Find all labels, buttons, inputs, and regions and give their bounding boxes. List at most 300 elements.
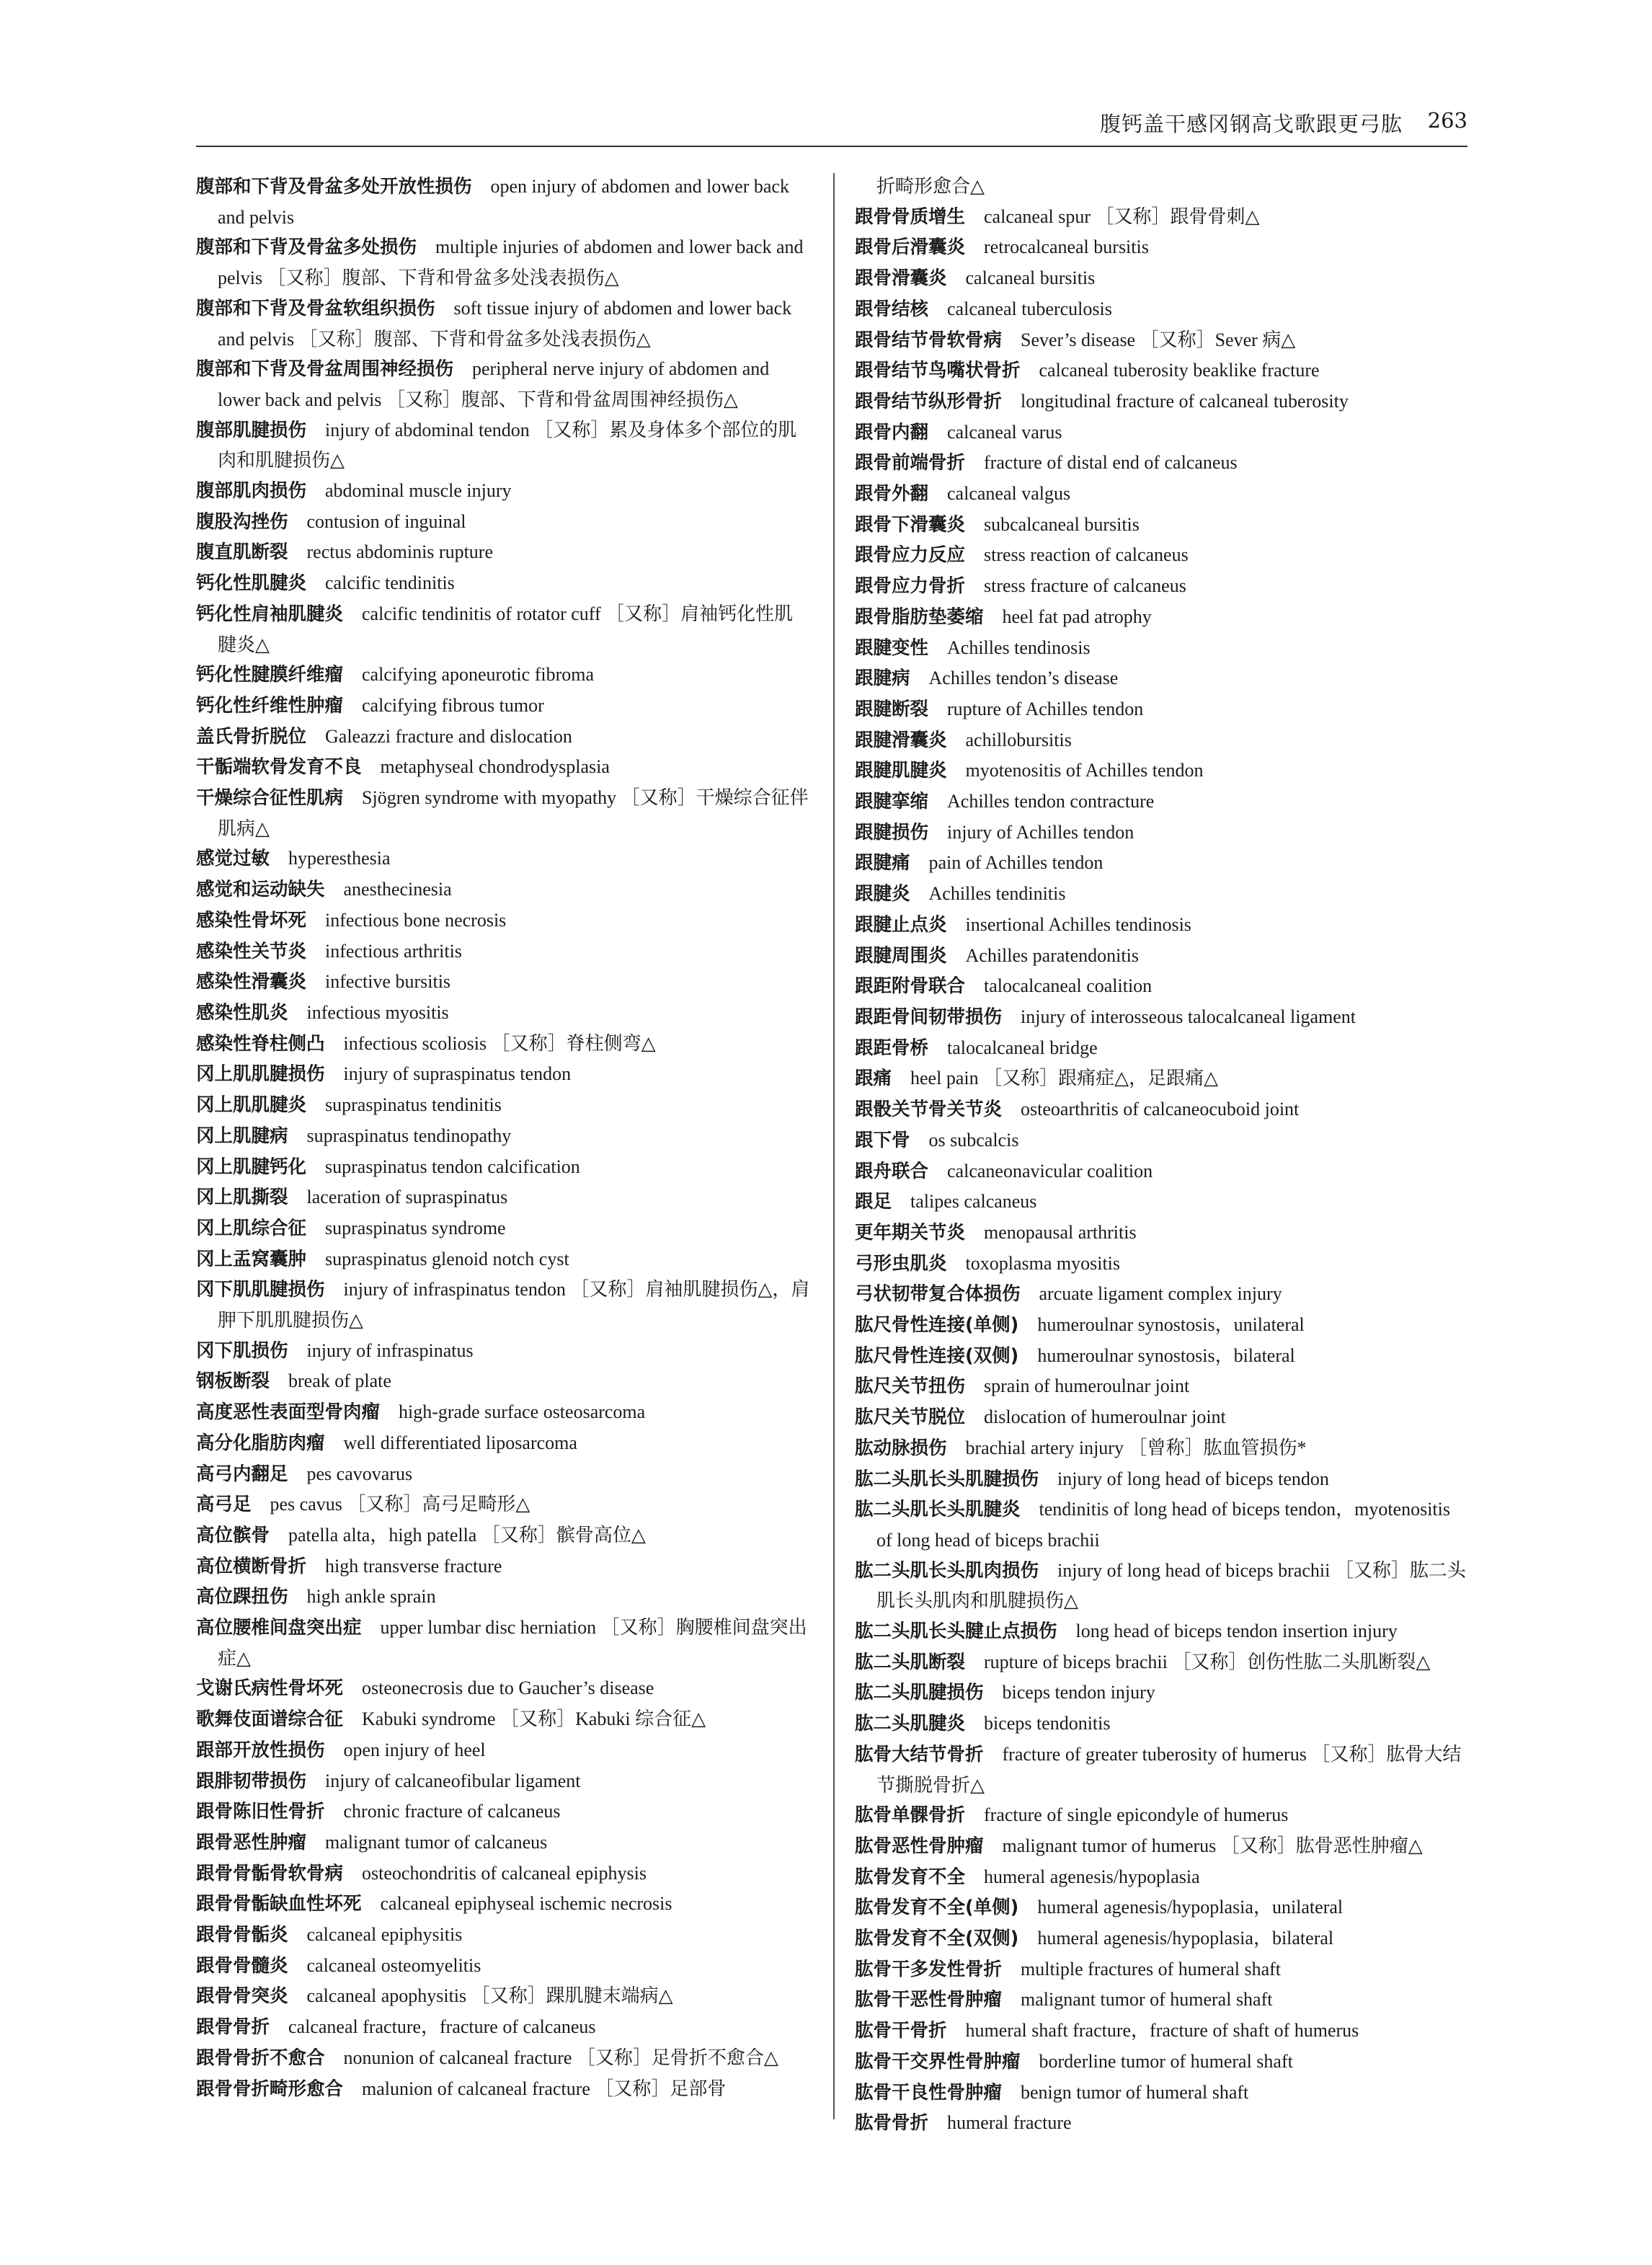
term-english: heel pain ［又称］跟痛症△，足跟痛△ (910, 1068, 1219, 1089)
term-english: brachial artery injury ［曾称］肱血管损伤* (965, 1437, 1307, 1458)
term-chinese: 腹部肌腱损伤 (196, 419, 307, 441)
term-english: supraspinatus glenoid notch cyst (325, 1248, 569, 1269)
term-english: achillobursitis (965, 729, 1072, 750)
term-english: Sever’s disease ［又称］Sever 病△ (1021, 329, 1296, 350)
term-chinese: 肱骨大结节骨折 (855, 1743, 984, 1765)
term-chinese: 弓形虫肌炎 (855, 1252, 947, 1275)
term-english: metaphyseal chondrodysplasia (380, 756, 610, 778)
term-english: myotenositis of Achilles tendon (965, 760, 1204, 781)
glossary-entry (196, 568, 810, 599)
glossary-entry (196, 537, 810, 568)
term-english: malignant tumor of humerus ［又称］肱骨恶性肿瘤△ (1002, 1835, 1423, 1856)
glossary-entry (855, 1862, 1467, 1893)
term-english: longitudinal fracture of calcaneal tuberosity (1021, 390, 1349, 412)
term-english: calcific tendinitis of rotator cuff ［又称］肩袖钙化性肌腱炎△ (218, 603, 794, 655)
term-english: calcaneal epiphyseal ischemic necrosis (380, 1893, 672, 1915)
glossary-entry (855, 1156, 1467, 1187)
term-chinese: 跟腱变性 (855, 637, 929, 659)
glossary-entry (855, 1341, 1467, 1372)
term-chinese: 肱尺关节扭伤 (855, 1375, 966, 1398)
term-chinese: 肱二头肌长头腱止点损伤 (855, 1621, 1057, 1643)
glossary-entry (196, 998, 810, 1029)
term-english: toxoplasma myositis (965, 1252, 1121, 1274)
glossary-entry (196, 293, 810, 354)
term-english: supraspinatus tendon calcification (325, 1156, 580, 1177)
glossary-entry (855, 294, 1467, 325)
term-chinese: 肱骨干骨折 (855, 2020, 947, 2042)
term-chinese: 跟骨骨骺炎 (196, 1924, 288, 1946)
glossary-entry (855, 232, 1467, 263)
glossary-entry (196, 1613, 810, 1673)
term-chinese: 肱二头肌腱炎 (855, 1713, 966, 1735)
glossary-entry (855, 1094, 1467, 1125)
term-chinese: 跟骨骨骺骨软骨病 (196, 1862, 344, 1884)
term-chinese: 肱尺骨性连接(双侧) (855, 1344, 1019, 1367)
term-english: injury of Achilles tendon (947, 821, 1134, 843)
term-english: Achilles tendinitis (928, 883, 1066, 905)
term-english: injury of infraspinatus (306, 1339, 474, 1361)
term-chinese: 跟部开放性损伤 (196, 1739, 325, 1761)
term-chinese: 高度恶性表面型骨肉瘤 (196, 1401, 381, 1424)
glossary-entry (196, 1551, 810, 1582)
left-column (196, 172, 810, 2104)
glossary-entry (855, 694, 1467, 725)
right-column (855, 172, 1467, 2139)
term-chinese: 高分化脂肪肉瘤 (196, 1432, 325, 1454)
glossary-entry (855, 263, 1467, 294)
term-english: supraspinatus syndrome (325, 1217, 506, 1238)
term-chinese: 肱骨干交界性骨肿瘤 (855, 2050, 1021, 2073)
term-chinese: 弓状韧带复合体损伤 (855, 1283, 1021, 1306)
term-chinese: 钙化性纤维性肿瘤 (196, 694, 344, 717)
term-english: injury of supraspinatus tendon (343, 1063, 572, 1085)
term-english: infectious bone necrosis (325, 909, 507, 931)
glossary-entry (196, 1951, 810, 1982)
term-chinese: 干骺端软骨发育不良 (196, 756, 362, 779)
term-english: malunion of calcaneal fracture ［又称］足部骨 (362, 2078, 727, 2099)
glossary-entry (855, 1616, 1467, 1647)
glossary-entry (196, 1090, 810, 1121)
term-chinese: 跟骨应力骨折 (855, 575, 966, 598)
term-english: anesthecinesia (343, 879, 452, 900)
term-chinese: 跟骨结节纵形骨折 (855, 390, 1003, 412)
glossary-entry (196, 1920, 810, 1951)
glossary-entry (855, 2047, 1467, 2078)
glossary-entry (855, 479, 1467, 510)
term-english: humeroulnar synostosis，bilateral (1037, 1344, 1295, 1366)
term-chinese: 腹部和下背及骨盆软组织损伤 (196, 297, 435, 319)
glossary-entry (196, 1796, 810, 1827)
term-chinese: 肱骨骨折 (855, 2112, 929, 2135)
term-english: heel fat pad atrophy (1002, 606, 1152, 627)
glossary-entry (196, 936, 810, 967)
term-english: osteonecrosis due to Gaucher’s disease (362, 1677, 654, 1699)
glossary-entry (855, 417, 1467, 448)
term-english: well differentiated liposarcoma (343, 1432, 577, 1453)
glossary-entry (855, 2108, 1467, 2139)
glossary-entry (855, 1033, 1467, 1064)
term-chinese: 跟下骨 (855, 1129, 910, 1151)
term-chinese: 跟骨骨髓炎 (196, 1954, 288, 1977)
term-english: break of plate (288, 1370, 391, 1392)
term-english: contusion of inguinal (306, 510, 466, 532)
column-divider (833, 173, 835, 2119)
term-english: Achilles paratendonitis (965, 944, 1139, 966)
term-english: osteoarthritis of calcaneocuboid joint (1021, 1099, 1300, 1120)
glossary-entry (855, 755, 1467, 786)
term-chinese: 高位髌骨 (196, 1524, 270, 1546)
term-chinese: 肱动脉损伤 (855, 1437, 947, 1459)
term-chinese: 肱骨发育不全(单侧) (855, 1897, 1019, 1919)
glossary-entry (196, 1244, 810, 1275)
glossary-entry (196, 2012, 810, 2043)
term-chinese: 腹部和下背及骨盆多处损伤 (196, 236, 417, 259)
term-english: open injury of heel (343, 1739, 486, 1760)
term-chinese: 肱骨干良性骨肿瘤 (855, 2081, 1003, 2104)
term-english: calcaneal fracture，fracture of calcaneus (288, 2016, 596, 2038)
term-chinese: 跟腱损伤 (855, 821, 929, 843)
glossary-entry (196, 1182, 810, 1213)
glossary-entry (196, 1459, 810, 1490)
term-english: rupture of Achilles tendon (947, 698, 1144, 719)
glossary-entry (196, 1827, 810, 1858)
term-chinese: 腹直肌断裂 (196, 541, 288, 564)
term-english: talipes calcaneus (910, 1191, 1037, 1213)
term-chinese: 高弓足 (196, 1494, 252, 1516)
term-chinese: 跟骨骨质增生 (855, 205, 966, 228)
term-english: Achilles tendon contracture (947, 791, 1155, 812)
term-chinese: 高位横断骨折 (196, 1555, 307, 1577)
glossary-entry (196, 172, 810, 232)
term-chinese: 肱骨干多发性骨折 (855, 1958, 1003, 1980)
term-english: injury of infraspinatus tendon ［又称］肩袖肌腱损伤△，肩胛下肌肌腱损伤△ (218, 1279, 810, 1331)
glossary-entry (196, 1029, 810, 1060)
glossary-entry (196, 691, 810, 722)
term-chinese: 歌舞伎面谱综合征 (196, 1708, 344, 1731)
glossary-entry (855, 1002, 1467, 1033)
term-chinese: 跟腱肌腱炎 (855, 760, 947, 782)
term-chinese: 跟骨结核 (855, 298, 929, 320)
glossary-entry (855, 1708, 1467, 1739)
glossary-entry (855, 540, 1467, 571)
glossary-entry (855, 448, 1467, 479)
term-chinese: 跟骨陈旧性骨折 (196, 1801, 325, 1823)
term-english: abdominal muscle injury (325, 480, 512, 502)
term-english: humeral agenesis/hypoplasia，bilateral (1037, 1928, 1334, 1949)
glossary-entry (196, 1981, 810, 2012)
term-english: fracture of single epicondyle of humerus (984, 1804, 1289, 1826)
glossary-entry (855, 1739, 1467, 1800)
glossary-entry (855, 1647, 1467, 1678)
term-english: talocalcaneal bridge (947, 1037, 1098, 1058)
glossary-entry (196, 722, 810, 753)
term-english: stress reaction of calcaneus (984, 544, 1189, 566)
term-chinese: 肱二头肌长头肌腱损伤 (855, 1468, 1039, 1490)
term-chinese: 冈下肌损伤 (196, 1339, 288, 1362)
term-english: malignant tumor of humeral shaft (1021, 1989, 1273, 2011)
glossary-entry (196, 476, 810, 507)
glossary-entry (855, 1310, 1467, 1341)
glossary-entry (855, 1063, 1467, 1094)
glossary-entry (855, 1125, 1467, 1156)
term-chinese: 跟骨前端骨折 (855, 452, 966, 474)
term-english: menopausal arthritis (984, 1221, 1137, 1243)
term-english: open injury of abdomen and lower back and pelvis (218, 176, 789, 228)
glossary-entry (855, 571, 1467, 602)
term-english: calcaneal apophysitis ［又称］踝肌腱末端病△ (306, 1985, 673, 2007)
glossary-entry (196, 2043, 810, 2074)
term-chinese: 肱骨单髁骨折 (855, 1804, 966, 1827)
term-chinese: 感觉过敏 (196, 848, 270, 870)
term-chinese: 跟腱断裂 (855, 698, 929, 720)
glossary-entry (196, 232, 810, 293)
term-chinese: 跟骨结节鸟嘴状骨折 (855, 360, 1021, 382)
glossary-entry (196, 1704, 810, 1735)
glossary-entry (196, 415, 810, 476)
term-english: pain of Achilles tendon (928, 852, 1103, 874)
term-chinese: 戈谢氏病性骨坏死 (196, 1677, 344, 1700)
term-chinese: 跟痛 (855, 1068, 892, 1090)
term-chinese: 跟骰关节骨关节炎 (855, 1099, 1003, 1121)
glossary-entry (855, 172, 1467, 202)
term-chinese: 跟舟联合 (855, 1160, 929, 1182)
glossary-entry (196, 2074, 810, 2105)
term-english: injury of interosseous talocalcaneal ligament (1021, 1006, 1356, 1027)
glossary-entry (855, 325, 1467, 356)
term-english: malignant tumor of calcaneus (325, 1831, 548, 1853)
glossary-entry (855, 2078, 1467, 2109)
term-english: humeroulnar synostosis，unilateral (1037, 1314, 1305, 1336)
glossary-entry (196, 752, 810, 783)
glossary-entry (196, 1336, 810, 1367)
term-english: multiple fractures of humeral shaft (1021, 1958, 1281, 1980)
term-english: subcalcaneal bursitis (984, 513, 1140, 535)
glossary-entry (196, 507, 810, 538)
term-chinese: 盖氏骨折脱位 (196, 725, 307, 748)
glossary-entry (855, 725, 1467, 756)
term-chinese: 肱二头肌腱损伤 (855, 1682, 984, 1704)
glossary-entry (855, 1249, 1467, 1280)
term-chinese: 感染性脊柱侧凸 (196, 1032, 325, 1055)
glossary-entry (855, 510, 1467, 541)
term-chinese: 跟腱周围炎 (855, 944, 947, 967)
term-english: fracture of distal end of calcaneus (984, 452, 1238, 474)
term-english: borderline tumor of humeral shaft (1039, 2050, 1293, 2072)
glossary-entry (196, 1059, 810, 1090)
term-english: calcaneal bursitis (965, 267, 1096, 289)
term-chinese: 跟骨骨折 (196, 2016, 270, 2039)
glossary-entry (196, 1520, 810, 1551)
term-english: dislocation of humeroulnar joint (984, 1406, 1226, 1428)
glossary-entry (855, 1371, 1467, 1402)
glossary-entry (196, 874, 810, 905)
term-chinese: 跟骨下滑囊炎 (855, 513, 966, 536)
glossary-entry (855, 1218, 1467, 1249)
glossary-entry (196, 1121, 810, 1152)
term-chinese: 冈上肌腱病 (196, 1125, 288, 1147)
term-chinese: 感染性骨坏死 (196, 909, 307, 931)
term-chinese: 跟骨滑囊炎 (855, 267, 947, 290)
term-english: multiple injuries of abdomen and lower back and pelvis ［又称］腹部、下背和骨盆多处浅表损伤△ (218, 236, 804, 289)
glossary-entry (196, 1428, 810, 1459)
term-chinese: 钙化性肌腱炎 (196, 572, 307, 595)
term-chinese: 跟骨外翻 (855, 483, 929, 505)
glossary-entry (196, 905, 810, 936)
term-english: humeral agenesis/hypoplasia (984, 1866, 1200, 1887)
term-chinese: 高位腰椎间盘突出症 (196, 1617, 362, 1639)
glossary-entry (855, 786, 1467, 817)
glossary-entry (196, 1366, 810, 1397)
term-english: 折畸形愈合△ (876, 176, 985, 197)
term-english: hyperesthesia (288, 848, 391, 869)
term-english: sprain of humeroulnar joint (984, 1375, 1190, 1397)
term-english: biceps tendonitis (984, 1713, 1111, 1734)
term-english: calcaneal spur ［又称］跟骨骨刺△ (984, 205, 1260, 227)
term-english: calcaneal osteomyelitis (306, 1954, 481, 1976)
term-chinese: 感觉和运动缺失 (196, 879, 325, 901)
glossary-entry (855, 633, 1467, 664)
glossary-entry (196, 354, 810, 415)
term-english: tendinitis of long head of biceps tendon，myotenositis of long head of biceps brachii (876, 1499, 1450, 1551)
glossary-entry (196, 1582, 810, 1613)
term-english: peripheral nerve injury of abdomen and lower back and pelvis ［又称］腹部、下背和骨盆周围神经损伤△ (218, 358, 770, 410)
glossary-entry (855, 1433, 1467, 1464)
glossary-entry (855, 1402, 1467, 1433)
term-english: Galeazzi fracture and dislocation (325, 725, 572, 747)
glossary-entry (855, 2016, 1467, 2047)
term-chinese: 跟骨应力反应 (855, 544, 966, 567)
term-chinese: 跟腱挛缩 (855, 791, 929, 813)
page-number: 263 (1427, 108, 1467, 133)
term-chinese: 钢板断裂 (196, 1370, 270, 1393)
glossary-entry (196, 1213, 810, 1244)
running-header (196, 108, 1467, 149)
term-chinese: 跟距骨间韧带损伤 (855, 1006, 1003, 1028)
term-english: injury of long head of biceps tendon (1057, 1468, 1329, 1489)
glossary-entry (196, 1858, 810, 1889)
term-chinese: 跟距附骨联合 (855, 975, 966, 998)
term-chinese: 肱骨恶性骨肿瘤 (855, 1835, 984, 1857)
term-chinese: 跟骨脂肪垫萎缩 (855, 606, 984, 628)
glossary-entry (855, 817, 1467, 848)
term-english: Sjögren syndrome with myopathy ［又称］干燥综合征伴肌病△ (218, 787, 809, 839)
term-chinese: 冈上肌腱钙化 (196, 1156, 307, 1178)
term-chinese: 肱二头肌长头肌腱炎 (855, 1499, 1021, 1521)
term-english: calcific tendinitis (325, 572, 455, 594)
term-english: calcaneal epiphysitis (306, 1924, 463, 1946)
term-chinese: 冈上肌综合征 (196, 1217, 307, 1239)
term-chinese: 跟骨骨突炎 (196, 1985, 288, 2008)
term-chinese: 冈上肌肌腱损伤 (196, 1063, 325, 1086)
term-chinese: 腹部肌肉损伤 (196, 480, 307, 502)
term-chinese: 跟腱痛 (855, 852, 910, 874)
term-chinese: 冈上盂窝囊肿 (196, 1248, 307, 1270)
term-chinese: 肱骨干恶性骨肿瘤 (855, 1989, 1003, 2011)
term-english: rupture of biceps brachii ［又称］创伤性肱二头肌断裂△ (984, 1651, 1431, 1672)
term-english: nonunion of calcaneal fracture ［又称］足骨折不愈合△ (343, 2047, 778, 2068)
glossary-entry (855, 879, 1467, 910)
term-chinese: 跟腱止点炎 (855, 913, 947, 936)
term-chinese: 跟距骨桥 (855, 1037, 929, 1059)
term-chinese: 肱二头肌长头肌肉损伤 (855, 1559, 1039, 1582)
glossary-entry (855, 355, 1467, 386)
term-english: Achilles tendon’s disease (928, 668, 1119, 689)
term-english: calcifying aponeurotic fibroma (362, 664, 594, 686)
glossary-entry (196, 783, 810, 843)
term-english: chronic fracture of calcaneus (343, 1801, 561, 1822)
glossary-entry (196, 967, 810, 998)
term-chinese: 冈上肌肌腱炎 (196, 1094, 307, 1117)
glossary-entry (196, 1397, 810, 1428)
term-english: fracture of greater tuberosity of humerus ［又称］肱骨大结节撕脱骨折△ (876, 1743, 1462, 1796)
term-english: humeral agenesis/hypoplasia，unilateral (1037, 1897, 1344, 1918)
glossary-entry (855, 202, 1467, 233)
term-english: laceration of supraspinatus (306, 1187, 508, 1208)
glossary-entry (196, 1152, 810, 1183)
term-chinese: 跟足 (855, 1191, 892, 1213)
term-english: calcifying fibrous tumor (362, 694, 544, 716)
term-chinese: 更年期关节炎 (855, 1221, 966, 1244)
term-english: calcaneal varus (947, 421, 1062, 443)
glossary-entry (855, 1954, 1467, 1985)
glossary-entry (855, 1494, 1467, 1555)
term-chinese: 跟骨恶性肿瘤 (196, 1831, 307, 1853)
term-chinese: 跟骨骨折畸形愈合 (196, 2078, 344, 2100)
term-english: patella alta，high patella ［又称］髌骨高位△ (288, 1524, 646, 1546)
header-rule (196, 146, 1467, 147)
term-chinese: 肱骨发育不全 (855, 1866, 966, 1888)
term-chinese: 肱尺关节脱位 (855, 1406, 966, 1429)
glossary-entry (855, 1800, 1467, 1831)
glossary-entry (196, 1735, 810, 1766)
term-chinese: 跟骨骨折不愈合 (196, 2047, 325, 2069)
term-chinese: 跟骨后滑囊炎 (855, 236, 966, 259)
glossary-entry (855, 1187, 1467, 1218)
term-english: infective bursitis (325, 971, 451, 993)
glossary-entry (196, 1275, 810, 1335)
term-english: calcaneal valgus (947, 483, 1071, 505)
term-chinese: 钙化性肩袖肌腱炎 (196, 603, 344, 625)
term-english: high-grade surface osteosarcoma (399, 1401, 646, 1423)
term-english: injury of calcaneofibular ligament (325, 1770, 581, 1791)
term-chinese: 肱尺骨性连接(单侧) (855, 1314, 1019, 1337)
term-chinese: 冈上肌撕裂 (196, 1187, 288, 1209)
term-chinese: 高位踝扭伤 (196, 1586, 288, 1608)
term-chinese: 跟腱滑囊炎 (855, 729, 947, 751)
term-english: insertional Achilles tendinosis (965, 913, 1191, 935)
term-english: upper lumbar disc herniation ［又称］胸腰椎间盘突出症△ (218, 1617, 807, 1669)
running-header-title: 腹钙盖干感冈钢高戈歌跟更弓肱 (1099, 112, 1403, 136)
glossary-entry (855, 1892, 1467, 1923)
glossary-entry (196, 660, 810, 691)
term-english: calcaneal tuberosity beaklike fracture (1039, 360, 1320, 381)
glossary-entry (196, 1489, 810, 1520)
term-english: arcuate ligament complex injury (1039, 1283, 1282, 1305)
term-chinese: 肱二头肌断裂 (855, 1651, 966, 1673)
term-chinese: 腹部和下背及骨盆周围神经损伤 (196, 358, 454, 381)
term-english: infectious scoliosis ［又称］脊柱侧弯△ (343, 1032, 656, 1054)
term-english: retrocalcaneal bursitis (984, 236, 1149, 258)
term-english: pes cavovarus (306, 1463, 413, 1484)
glossary-entry (855, 1677, 1467, 1708)
term-english: high ankle sprain (306, 1586, 436, 1608)
term-chinese: 冈下肌肌腱损伤 (196, 1279, 325, 1301)
glossary-entry (855, 1279, 1467, 1310)
term-chinese: 腹股沟挫伤 (196, 510, 288, 533)
term-english: talocalcaneal coalition (984, 975, 1153, 997)
term-english: benign tumor of humeral shaft (1021, 2081, 1249, 2103)
term-chinese: 干燥综合征性肌病 (196, 787, 344, 810)
